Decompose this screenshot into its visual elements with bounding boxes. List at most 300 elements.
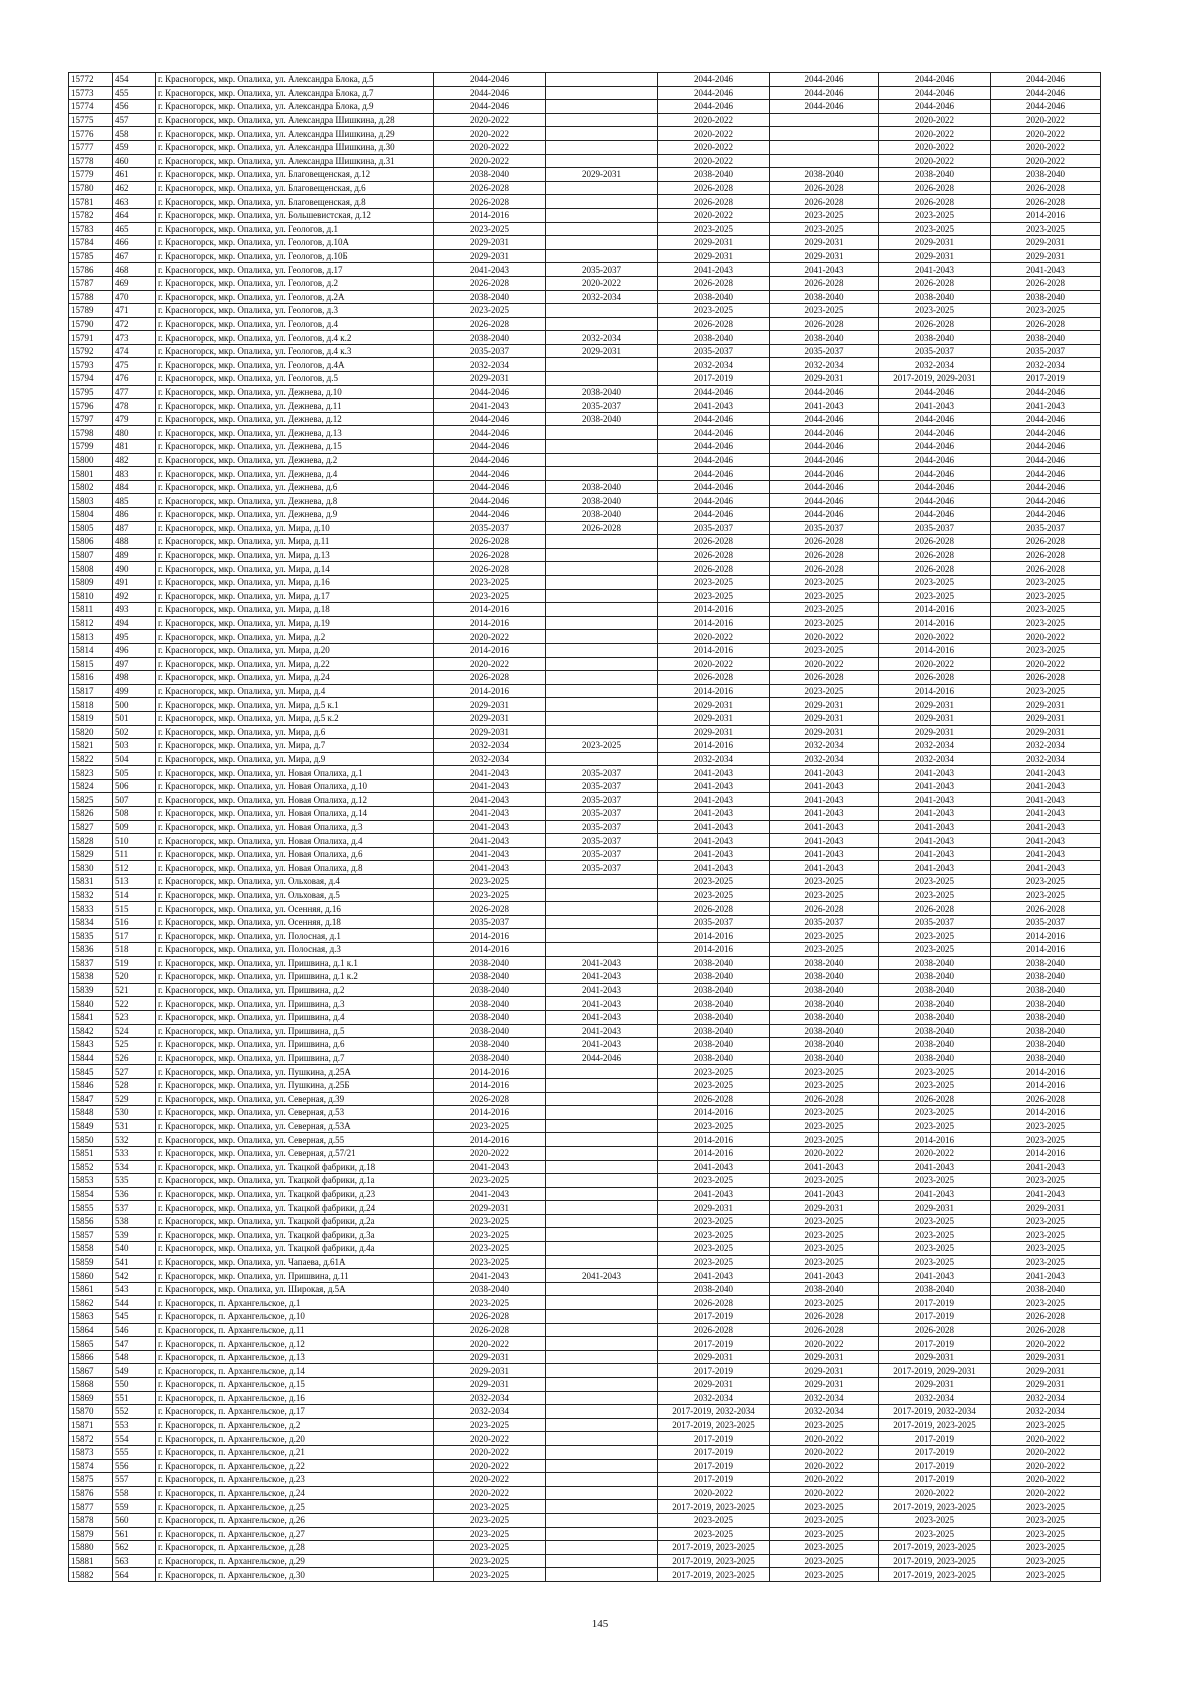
cell-row-seq: 511 [113,847,156,861]
cell-period-2 [546,725,658,739]
cell-period-4: 2023-2025 [770,1106,879,1120]
cell-period-2 [546,589,658,603]
cell-period-2 [546,1242,658,1256]
cell-period-2: 2041-2043 [546,983,658,997]
cell-period-2 [546,304,658,318]
cell-period-2 [546,1201,658,1215]
cell-period-1: 2023-2025 [434,1255,546,1269]
cell-period-4: 2041-2043 [770,807,879,821]
cell-period-1: 2041-2043 [434,847,546,861]
cell-period-1: 2041-2043 [434,399,546,413]
table-row [69,875,1101,889]
cell-address: г. Красногорск, мкр. Опалиха, ул. Мира, д.18 [156,603,434,617]
cell-row-seq: 564 [113,1568,156,1582]
cell-row-seq: 503 [113,739,156,753]
cell-period-3: 2026-2028 [658,1092,770,1106]
cell-row-seq: 485 [113,494,156,508]
cell-period-5: 2044-2046 [879,385,991,399]
cell-address: г. Красногорск, мкр. Опалиха, ул. Пришвина, д.6 [156,1038,434,1052]
cell-address: г. Красногорск, мкр. Опалиха, ул. Северная, д.53А [156,1119,434,1133]
cell-period-6: 2014-2016 [991,1146,1101,1160]
cell-period-6: 2038-2040 [991,1038,1101,1052]
cell-period-6: 2038-2040 [991,956,1101,970]
cell-address: г. Красногорск, мкр. Опалиха, ул. Новая Опалиха, д.4 [156,834,434,848]
cell-period-3: 2023-2025 [658,1242,770,1256]
cell-period-5: 2044-2046 [879,494,991,508]
table-row [69,1473,1101,1487]
cell-address: г. Красногорск, п. Архангельское, д.20 [156,1432,434,1446]
table-row [69,1255,1101,1269]
table-row [69,589,1101,603]
cell-period-5: 2014-2016 [879,616,991,630]
table-row [69,1350,1101,1364]
cell-period-6: 2020-2022 [991,113,1101,127]
cell-period-6: 2041-2043 [991,399,1101,413]
cell-period-6: 2038-2040 [991,1282,1101,1296]
cell-period-3: 2014-2016 [658,929,770,943]
schedule-table-container [68,72,1100,1582]
cell-period-5: 2020-2022 [879,630,991,644]
cell-period-3: 2041-2043 [658,766,770,780]
cell-period-3: 2014-2016 [658,1133,770,1147]
cell-period-1: 2044-2046 [434,385,546,399]
cell-period-1: 2023-2025 [434,1296,546,1310]
table-row [69,426,1101,440]
cell-period-3: 2023-2025 [658,1527,770,1541]
cell-period-2 [546,1228,658,1242]
cell-period-4: 2041-2043 [770,847,879,861]
cell-row-id: 15793 [69,358,113,372]
cell-row-id: 15839 [69,983,113,997]
cell-address: г. Красногорск, мкр. Опалиха, ул. Новая Опалиха, д.12 [156,793,434,807]
cell-row-seq: 488 [113,535,156,549]
cell-period-5: 2044-2046 [879,100,991,114]
cell-period-3: 2029-2031 [658,725,770,739]
cell-period-5: 2023-2025 [879,589,991,603]
cell-period-3: 2044-2046 [658,426,770,440]
cell-period-5: 2014-2016 [879,643,991,657]
cell-period-5: 2026-2028 [879,317,991,331]
cell-period-4: 2023-2025 [770,1214,879,1228]
cell-period-1: 2038-2040 [434,1038,546,1052]
cell-row-id: 15788 [69,290,113,304]
cell-period-3: 2032-2034 [658,358,770,372]
cell-period-2 [546,140,658,154]
cell-period-5: 2023-2025 [879,1242,991,1256]
cell-period-1: 2041-2043 [434,861,546,875]
cell-period-6: 2023-2025 [991,589,1101,603]
cell-period-5: 2038-2040 [879,1038,991,1052]
table-row [69,1024,1101,1038]
cell-period-6: 2026-2028 [991,317,1101,331]
cell-period-6: 2029-2031 [991,711,1101,725]
cell-period-6: 2023-2025 [991,1255,1101,1269]
cell-period-6: 2038-2040 [991,290,1101,304]
cell-period-5: 2026-2028 [879,535,991,549]
cell-row-id: 15784 [69,236,113,250]
cell-period-5: 2029-2031 [879,1378,991,1392]
cell-address: г. Красногорск, п. Архангельское, д.13 [156,1350,434,1364]
cell-address: г. Красногорск, мкр. Опалиха, ул. Мира, д.4 [156,684,434,698]
cell-period-4: 2020-2022 [770,1459,879,1473]
cell-row-id: 15810 [69,589,113,603]
cell-period-6: 2035-2037 [991,344,1101,358]
cell-period-3: 2026-2028 [658,195,770,209]
cell-period-5: 2026-2028 [879,276,991,290]
cell-row-seq: 458 [113,127,156,141]
cell-period-5: 2044-2046 [879,440,991,454]
cell-period-3: 2041-2043 [658,1269,770,1283]
cell-period-3: 2038-2040 [658,1038,770,1052]
cell-address: г. Красногорск, мкр. Опалиха, ул. Мира, д.17 [156,589,434,603]
cell-period-1: 2020-2022 [434,113,546,127]
cell-row-id: 15836 [69,943,113,957]
cell-row-seq: 562 [113,1541,156,1555]
cell-period-5: 2020-2022 [879,657,991,671]
page-number: 145 [591,1618,609,1630]
cell-period-5: 2038-2040 [879,1010,991,1024]
cell-period-1: 2020-2022 [434,1146,546,1160]
cell-row-seq: 519 [113,956,156,970]
cell-period-4: 2032-2034 [770,752,879,766]
cell-period-3: 2044-2046 [658,86,770,100]
cell-address: г. Красногорск, мкр. Опалиха, ул. Ткацкой фабрики, д.4а [156,1242,434,1256]
cell-period-3: 2017-2019, 2023-2025 [658,1418,770,1432]
cell-period-5: 2041-2043 [879,1160,991,1174]
cell-period-1: 2035-2037 [434,521,546,535]
cell-period-2 [546,1119,658,1133]
table-row [69,684,1101,698]
cell-period-4: 2044-2046 [770,73,879,87]
cell-period-2: 2041-2043 [546,956,658,970]
cell-row-seq: 476 [113,372,156,386]
cell-row-seq: 493 [113,603,156,617]
cell-row-id: 15838 [69,970,113,984]
cell-row-id: 15820 [69,725,113,739]
table-row [69,902,1101,916]
cell-address: г. Красногорск, мкр. Опалиха, ул. Геологов, д.10А [156,236,434,250]
cell-period-5: 2029-2031 [879,725,991,739]
cell-period-3: 2038-2040 [658,331,770,345]
cell-row-seq: 487 [113,521,156,535]
cell-period-4: 2041-2043 [770,779,879,793]
cell-address: г. Красногорск, п. Архангельское, д.28 [156,1541,434,1555]
cell-period-6: 2038-2040 [991,331,1101,345]
cell-period-5: 2014-2016 [879,603,991,617]
cell-period-6: 2014-2016 [991,943,1101,957]
table-row [69,1500,1101,1514]
table-row [69,657,1101,671]
cell-period-1: 2023-2025 [434,888,546,902]
cell-address: г. Красногорск, мкр. Опалиха, ул. Новая Опалиха, д.8 [156,861,434,875]
cell-address: г. Красногорск, мкр. Опалиха, ул. Геологов, д.3 [156,304,434,318]
cell-row-seq: 560 [113,1513,156,1527]
cell-row-id: 15849 [69,1119,113,1133]
cell-period-5: 2017-2019, 2023-2025 [879,1568,991,1582]
cell-row-id: 15875 [69,1473,113,1487]
cell-period-1: 2038-2040 [434,983,546,997]
cell-period-2: 2041-2043 [546,1024,658,1038]
cell-period-4: 2023-2025 [770,1078,879,1092]
cell-period-4: 2020-2022 [770,1432,879,1446]
cell-address: г. Красногорск, мкр. Опалиха, ул. Мира, д.19 [156,616,434,630]
cell-period-3: 2020-2022 [658,630,770,644]
cell-period-2 [546,1350,658,1364]
cell-row-id: 15790 [69,317,113,331]
cell-period-1: 2023-2025 [434,304,546,318]
cell-period-4: 2026-2028 [770,671,879,685]
cell-period-5: 2035-2037 [879,344,991,358]
cell-period-3: 2023-2025 [658,304,770,318]
cell-period-6: 2038-2040 [991,1024,1101,1038]
cell-period-4: 2023-2025 [770,1554,879,1568]
cell-period-5: 2041-2043 [879,766,991,780]
cell-period-1: 2038-2040 [434,1024,546,1038]
cell-period-5: 2020-2022 [879,127,991,141]
cell-period-2 [546,1106,658,1120]
cell-address: г. Красногорск, мкр. Опалиха, ул. Мира, д.5 к.2 [156,711,434,725]
cell-period-5: 2017-2019, 2023-2025 [879,1541,991,1555]
cell-period-4: 2044-2046 [770,494,879,508]
cell-period-4: 2035-2037 [770,344,879,358]
cell-period-5: 2044-2046 [879,480,991,494]
cell-row-id: 15853 [69,1174,113,1188]
cell-row-id: 15796 [69,399,113,413]
cell-address: г. Красногорск, мкр. Опалиха, ул. Дежнева, д.8 [156,494,434,508]
cell-address: г. Красногорск, мкр. Опалиха, ул. Благовещенская, д.6 [156,181,434,195]
cell-period-5: 2029-2031 [879,1201,991,1215]
cell-period-4: 2020-2022 [770,1337,879,1351]
cell-row-id: 15789 [69,304,113,318]
table-row [69,290,1101,304]
cell-period-1: 2023-2025 [434,1174,546,1188]
cell-address: г. Красногорск, мкр. Опалиха, ул. Мира, д.6 [156,725,434,739]
cell-row-seq: 484 [113,480,156,494]
cell-period-1: 2029-2031 [434,1350,546,1364]
cell-period-2 [546,711,658,725]
cell-period-5: 2023-2025 [879,1065,991,1079]
cell-period-2: 2041-2043 [546,1038,658,1052]
cell-period-5: 2017-2019 [879,1432,991,1446]
table-row [69,372,1101,386]
cell-row-id: 15852 [69,1160,113,1174]
cell-period-4: 2029-2031 [770,725,879,739]
cell-period-1: 2026-2028 [434,1323,546,1337]
cell-period-5: 2023-2025 [879,943,991,957]
cell-period-3: 2020-2022 [658,127,770,141]
cell-row-seq: 548 [113,1350,156,1364]
cell-period-1: 2041-2043 [434,793,546,807]
cell-address: г. Красногорск, мкр. Опалиха, ул. Пушкина, д.25А [156,1065,434,1079]
cell-period-3: 2023-2025 [658,1513,770,1527]
table-row [69,820,1101,834]
cell-period-5: 2029-2031 [879,249,991,263]
cell-row-seq: 539 [113,1228,156,1242]
cell-period-4: 2029-2031 [770,1378,879,1392]
table-row [69,494,1101,508]
cell-period-6: 2044-2046 [991,412,1101,426]
cell-period-4: 2044-2046 [770,440,879,454]
cell-period-1: 2029-2031 [434,236,546,250]
cell-address: г. Красногорск, мкр. Опалиха, ул. Александра Блока, д.9 [156,100,434,114]
cell-period-3: 2017-2019 [658,1473,770,1487]
cell-period-5: 2017-2019 [879,1337,991,1351]
cell-period-1: 2038-2040 [434,331,546,345]
table-row [69,154,1101,168]
cell-row-seq: 533 [113,1146,156,1160]
table-row [69,1486,1101,1500]
cell-address: г. Красногорск, п. Архангельское, д.22 [156,1459,434,1473]
cell-period-6: 2023-2025 [991,888,1101,902]
cell-period-4: 2044-2046 [770,385,879,399]
cell-period-1: 2026-2028 [434,535,546,549]
cell-period-6: 2023-2025 [991,575,1101,589]
cell-period-6: 2020-2022 [991,1432,1101,1446]
cell-row-id: 15774 [69,100,113,114]
table-row [69,956,1101,970]
cell-period-6: 2044-2046 [991,426,1101,440]
cell-period-4: 2044-2046 [770,86,879,100]
cell-row-id: 15814 [69,643,113,657]
cell-row-seq: 510 [113,834,156,848]
table-row [69,1432,1101,1446]
cell-period-2 [546,943,658,957]
table-row [69,1106,1101,1120]
cell-period-1: 2020-2022 [434,657,546,671]
cell-period-6: 2026-2028 [991,548,1101,562]
cell-period-4: 2023-2025 [770,222,879,236]
cell-row-seq: 506 [113,779,156,793]
cell-period-6: 2023-2025 [991,643,1101,657]
cell-row-seq: 455 [113,86,156,100]
cell-row-id: 15773 [69,86,113,100]
cell-address: г. Красногорск, мкр. Опалиха, ул. Пришвина, д.3 [156,997,434,1011]
cell-period-4: 2023-2025 [770,1174,879,1188]
cell-period-4: 2035-2037 [770,521,879,535]
cell-row-id: 15805 [69,521,113,535]
table-row [69,970,1101,984]
cell-period-5: 2023-2025 [879,1174,991,1188]
cell-row-seq: 530 [113,1106,156,1120]
cell-period-4: 2023-2025 [770,1418,879,1432]
cell-period-4: 2044-2046 [770,453,879,467]
cell-period-1: 2023-2025 [434,1214,546,1228]
table-row [69,834,1101,848]
cell-period-2: 2035-2037 [546,861,658,875]
cell-period-4: 2026-2028 [770,317,879,331]
cell-period-2 [546,358,658,372]
cell-period-3: 2023-2025 [658,875,770,889]
cell-row-id: 15809 [69,575,113,589]
cell-row-id: 15827 [69,820,113,834]
cell-address: г. Красногорск, мкр. Опалиха, ул. Геологов, д.4 к.2 [156,331,434,345]
cell-row-id: 15864 [69,1323,113,1337]
cell-period-6: 2038-2040 [991,1010,1101,1024]
cell-period-1: 2023-2025 [434,1242,546,1256]
cell-row-seq: 508 [113,807,156,821]
cell-period-2: 2044-2046 [546,1051,658,1065]
cell-row-id: 15845 [69,1065,113,1079]
cell-period-6: 2041-2043 [991,861,1101,875]
table-row [69,1228,1101,1242]
cell-row-seq: 507 [113,793,156,807]
cell-period-2: 2035-2037 [546,779,658,793]
cell-period-5: 2020-2022 [879,1486,991,1500]
cell-period-2: 2023-2025 [546,739,658,753]
cell-row-seq: 550 [113,1378,156,1392]
cell-period-6: 2014-2016 [991,929,1101,943]
cell-period-6: 2014-2016 [991,1065,1101,1079]
cell-period-4: 2023-2025 [770,575,879,589]
cell-period-1: 2038-2040 [434,1010,546,1024]
cell-period-5: 2044-2046 [879,426,991,440]
cell-period-3: 2038-2040 [658,1024,770,1038]
cell-period-5: 2041-2043 [879,847,991,861]
cell-row-seq: 536 [113,1187,156,1201]
cell-period-2 [546,1337,658,1351]
cell-row-id: 15844 [69,1051,113,1065]
cell-row-id: 15874 [69,1459,113,1473]
cell-row-seq: 466 [113,236,156,250]
cell-row-id: 15867 [69,1364,113,1378]
cell-period-3: 2017-2019, 2023-2025 [658,1500,770,1514]
cell-period-3: 2014-2016 [658,643,770,657]
cell-row-seq: 517 [113,929,156,943]
table-row [69,222,1101,236]
cell-period-2: 2038-2040 [546,480,658,494]
cell-period-2 [546,643,658,657]
cell-period-1: 2041-2043 [434,263,546,277]
cell-period-6: 2038-2040 [991,983,1101,997]
cell-period-4: 2026-2028 [770,195,879,209]
cell-row-seq: 513 [113,875,156,889]
cell-row-id: 15823 [69,766,113,780]
cell-period-3: 2014-2016 [658,739,770,753]
cell-row-seq: 490 [113,562,156,576]
cell-period-1: 2029-2031 [434,711,546,725]
cell-address: г. Красногорск, мкр. Опалиха, ул. Пушкина, д.25Б [156,1078,434,1092]
cell-period-4: 2020-2022 [770,1146,879,1160]
cell-period-1: 2014-2016 [434,1133,546,1147]
cell-row-seq: 524 [113,1024,156,1038]
cell-period-2: 2029-2031 [546,344,658,358]
cell-period-2: 2035-2037 [546,820,658,834]
cell-row-id: 15813 [69,630,113,644]
cell-period-4: 2026-2028 [770,1092,879,1106]
cell-period-2: 2032-2034 [546,290,658,304]
cell-row-id: 15786 [69,263,113,277]
cell-period-3: 2023-2025 [658,575,770,589]
cell-period-4: 2044-2046 [770,467,879,481]
cell-address: г. Красногорск, п. Архангельское, д.1 [156,1296,434,1310]
cell-address: г. Красногорск, мкр. Опалиха, ул. Осенняя, д.16 [156,902,434,916]
cell-period-2 [546,73,658,87]
cell-row-seq: 498 [113,671,156,685]
cell-row-id: 15802 [69,480,113,494]
cell-period-5: 2038-2040 [879,290,991,304]
cell-period-5: 2023-2025 [879,1513,991,1527]
cell-period-6: 2023-2025 [991,1296,1101,1310]
cell-address: г. Красногорск, мкр. Опалиха, ул. Полосная, д.3 [156,943,434,957]
cell-period-2 [546,684,658,698]
cell-period-1: 2026-2028 [434,195,546,209]
cell-period-2 [546,208,658,222]
cell-period-2: 2035-2037 [546,834,658,848]
cell-row-id: 15817 [69,684,113,698]
cell-row-id: 15850 [69,1133,113,1147]
cell-period-6: 2023-2025 [991,1242,1101,1256]
cell-period-1: 2023-2025 [434,1119,546,1133]
